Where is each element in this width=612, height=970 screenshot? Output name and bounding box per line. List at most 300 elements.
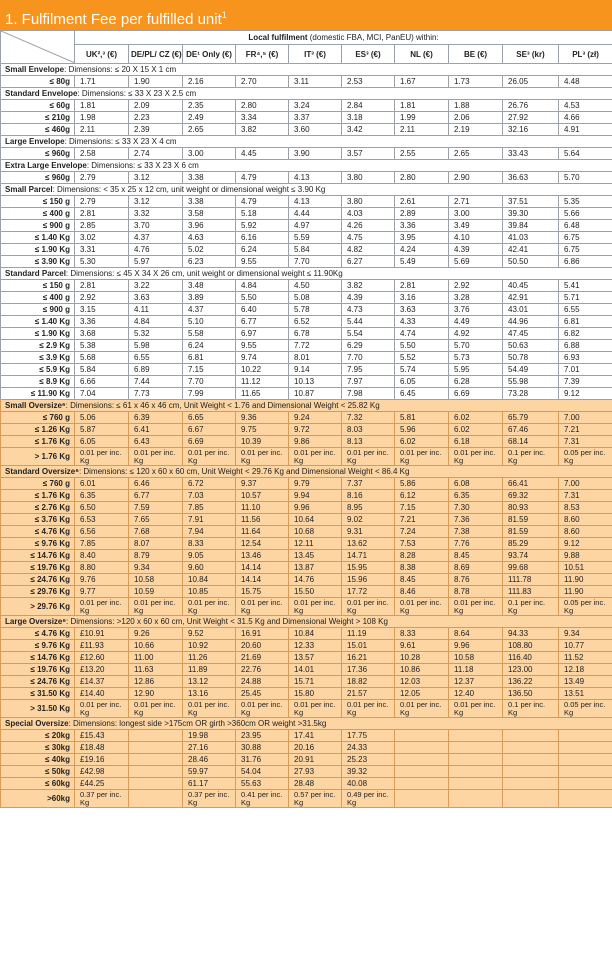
table-row	[1, 628, 612, 640]
section-title	[1, 184, 612, 196]
fee-cell: 6.82	[559, 328, 612, 340]
fee-cell: 7.70	[289, 256, 342, 268]
fee-cell: 11.12	[236, 376, 289, 388]
fee-cell: 31.76	[236, 754, 289, 766]
fee-cell: 7.85	[75, 538, 129, 550]
fee-cell: 5.54	[342, 328, 395, 340]
weight-cell: ≤ 3.90 Kg	[1, 256, 75, 268]
section-title	[1, 64, 612, 76]
fee-cell: 1.73	[449, 76, 503, 88]
fee-cell: 9.24	[289, 412, 342, 424]
fee-cell: 4.39	[342, 292, 395, 304]
fee-cell: 8.60	[559, 514, 612, 526]
fee-cell: 6.23	[183, 256, 236, 268]
fee-cell: 12.33	[289, 640, 342, 652]
fee-cell: 26.05	[503, 76, 559, 88]
fee-cell: 6.43	[129, 436, 183, 448]
weight-cell: > 31.50 Kg	[1, 700, 75, 718]
fee-cell: 40.45	[503, 280, 559, 292]
section-dimensions: Dimensions: ≤ 33 X 23 X 4 cm	[69, 137, 177, 146]
weight-cell: ≤ 400 g	[1, 292, 75, 304]
fee-cell: 8.69	[449, 562, 503, 574]
fee-cell: 18.82	[342, 676, 395, 688]
fee-cell: 3.63	[395, 304, 449, 316]
fee-cell: 5.10	[183, 316, 236, 328]
fee-cell: 10.13	[289, 376, 342, 388]
fee-cell: £42.98	[75, 766, 129, 778]
fee-cell: 2.49	[183, 112, 236, 124]
fee-cell: 3.00	[449, 208, 503, 220]
fee-cell: 4.26	[342, 220, 395, 232]
empty-cell	[395, 766, 449, 778]
section-separator: :	[65, 269, 71, 278]
fee-cell: 3.68	[75, 328, 129, 340]
empty-cell	[129, 766, 183, 778]
fee-cell: 4.49	[449, 316, 503, 328]
fee-cell: 42.41	[503, 244, 559, 256]
section-name: Extra Large Envelope	[5, 161, 87, 170]
fee-cell: 2.06	[449, 112, 503, 124]
fee-cell: 0.01 per inc. Kg	[75, 598, 129, 616]
fee-cell: 9.86	[289, 436, 342, 448]
header-group-rest: (domestic FBA, MCI, PanEU) within:	[307, 33, 439, 43]
fee-cell: 6.08	[449, 478, 503, 490]
fee-cell: 9.76	[75, 574, 129, 586]
weight-cell: ≤ 14.76 Kg	[1, 652, 75, 664]
fee-cell: 6.55	[129, 352, 183, 364]
weight-cell: ≤ 9.76 Kg	[1, 538, 75, 550]
fee-cell: 6.02	[449, 412, 503, 424]
fee-cell: 0.01 per inc. Kg	[289, 700, 342, 718]
weight-cell: > 29.76 Kg	[1, 598, 75, 616]
fee-cell: 7.85	[183, 502, 236, 514]
fee-cell: 6.24	[236, 244, 289, 256]
fee-cell: 3.80	[342, 172, 395, 184]
fee-cell: 6.01	[75, 478, 129, 490]
fee-cell: 9.12	[559, 538, 612, 550]
fee-cell: 3.18	[342, 112, 395, 124]
table-row	[1, 490, 612, 502]
fee-cell: 3.89	[183, 292, 236, 304]
fee-cell: 5.38	[75, 340, 129, 352]
section-dimensions: Dimensions: >120 x 60 x 60 cm, Unit Weight < 31.5 Kg and Dimensional Weight > 108 Kg	[70, 617, 388, 626]
weight-cell: ≤ 50kg	[1, 766, 75, 778]
fee-cell: 6.53	[75, 514, 129, 526]
fee-cell: 9.72	[289, 424, 342, 436]
weight-cell: ≤ 760 g	[1, 478, 75, 490]
fee-cell: 9.36	[236, 412, 289, 424]
fee-cell: 7.04	[75, 388, 129, 400]
fee-cell: 0.01 per inc. Kg	[183, 700, 236, 718]
fee-cell: 0.01 per inc. Kg	[449, 448, 503, 466]
fee-cell: 9.05	[183, 550, 236, 562]
column-header: FR⁴,⁵ (€)	[236, 45, 289, 64]
fee-cell: 8.45	[395, 574, 449, 586]
fee-cell: 4.97	[289, 220, 342, 232]
table-row	[1, 76, 612, 88]
fee-cell: 9.79	[289, 478, 342, 490]
fee-cell: 23.95	[236, 730, 289, 742]
fee-cell: 10.87	[289, 388, 342, 400]
fee-cell: 7.30	[449, 502, 503, 514]
fee-cell: 17.36	[342, 664, 395, 676]
fee-cell: 8.64	[449, 628, 503, 640]
fee-cell: 5.52	[395, 352, 449, 364]
fee-cell: 93.74	[503, 550, 559, 562]
section-header	[1, 88, 612, 100]
section-name: Large Oversize⁶	[5, 617, 67, 626]
fee-cell: 1.99	[395, 112, 449, 124]
column-header: BE (€)	[449, 45, 503, 64]
fee-cell: 10.85	[183, 586, 236, 598]
fee-cell: 0.01 per inc. Kg	[75, 448, 129, 466]
fee-cell: 6.69	[449, 388, 503, 400]
table-row	[1, 526, 612, 538]
fee-cell: 10.68	[289, 526, 342, 538]
fee-cell: 81.59	[503, 514, 559, 526]
empty-cell	[503, 790, 559, 808]
title-text: 1. Fulfilment Fee per fulfilled unit	[5, 11, 222, 28]
table-row	[1, 244, 612, 256]
weight-cell: ≤ 400 g	[1, 208, 75, 220]
weight-cell: ≤ 20kg	[1, 730, 75, 742]
section-header	[1, 268, 612, 280]
fee-cell: 0.1 per inc. Kg	[503, 448, 559, 466]
fee-cell: 54.04	[236, 766, 289, 778]
fee-cell: 2.55	[395, 148, 449, 160]
fee-cell: 11.63	[129, 664, 183, 676]
fee-cell: 6.72	[183, 478, 236, 490]
fee-cell: 12.03	[395, 676, 449, 688]
weight-cell: ≤ 24.76 Kg	[1, 574, 75, 586]
fee-cell: 2.79	[75, 196, 129, 208]
fee-cell: 12.54	[236, 538, 289, 550]
fee-cell: 5.18	[236, 208, 289, 220]
table-row	[1, 208, 612, 220]
table-row	[1, 172, 612, 184]
fee-cell: 5.70	[559, 172, 612, 184]
empty-cell	[449, 742, 503, 754]
weight-cell: ≤ 1.40 Kg	[1, 316, 75, 328]
fee-cell: 4.33	[395, 316, 449, 328]
fee-cell: £19.16	[75, 754, 129, 766]
fee-cell: 1.90	[129, 76, 183, 88]
weight-cell: ≤ 2.76 Kg	[1, 502, 75, 514]
fee-cell: 0.01 per inc. Kg	[236, 448, 289, 466]
fee-cell: 8.80	[75, 562, 129, 574]
table-row	[1, 538, 612, 550]
table-row	[1, 676, 612, 688]
fee-cell: 7.68	[129, 526, 183, 538]
fee-cell: 11.19	[342, 628, 395, 640]
fee-cell: 136.22	[503, 676, 559, 688]
section-dimensions: Dimensions: ≤ 120 x 60 x 60 cm, Unit Weight < 29.76 Kg and Dimensional Weight < 86.4 Kg	[83, 467, 410, 476]
fee-cell: 6.35	[449, 490, 503, 502]
fee-cell: 2.81	[75, 208, 129, 220]
fee-cell: 69.32	[503, 490, 559, 502]
fee-cell: 15.80	[289, 688, 342, 700]
table-row	[1, 148, 612, 160]
fee-cell: 6.41	[129, 424, 183, 436]
section-title	[1, 160, 612, 172]
fee-cell: 8.95	[342, 502, 395, 514]
fee-cell: 2.65	[183, 124, 236, 136]
fee-cell: 7.73	[129, 388, 183, 400]
fee-cell: 6.78	[289, 328, 342, 340]
fee-cell: 9.52	[183, 628, 236, 640]
fee-cell: 108.80	[503, 640, 559, 652]
fee-cell: 8.60	[559, 526, 612, 538]
fee-cell: 4.11	[129, 304, 183, 316]
section-separator: :	[77, 89, 82, 98]
fee-cell: 0.01 per inc. Kg	[289, 448, 342, 466]
fee-cell: 7.03	[183, 490, 236, 502]
fee-cell: 2.80	[236, 100, 289, 112]
fee-cell: 39.32	[342, 766, 395, 778]
fee-cell: 10.58	[129, 574, 183, 586]
weight-cell: ≤ 210g	[1, 112, 75, 124]
fee-cell: 21.69	[236, 652, 289, 664]
fee-cell: 4.66	[559, 112, 612, 124]
fee-cell: 7.38	[449, 526, 503, 538]
column-header: NL (€)	[395, 45, 449, 64]
fee-cell: 5.98	[129, 340, 183, 352]
table-row	[1, 328, 612, 340]
fee-cell: 9.96	[449, 640, 503, 652]
fee-cell: 5.66	[559, 208, 612, 220]
fee-cell: 6.77	[129, 490, 183, 502]
fee-cell: 25.45	[236, 688, 289, 700]
fee-cell: 9.12	[559, 388, 612, 400]
fee-cell: 6.81	[183, 352, 236, 364]
fee-cell: 5.73	[449, 352, 503, 364]
page-title	[0, 0, 612, 30]
section-header	[1, 136, 612, 148]
fee-cell: 4.63	[183, 232, 236, 244]
fee-cell: 17.72	[342, 586, 395, 598]
fee-cell: 55.63	[236, 778, 289, 790]
weight-cell: ≤ 150 g	[1, 196, 75, 208]
fee-cell: 3.49	[449, 220, 503, 232]
fee-cell: 3.32	[129, 208, 183, 220]
table-row	[1, 514, 612, 526]
fee-cell: 6.16	[236, 232, 289, 244]
fee-cell: 3.24	[289, 100, 342, 112]
fee-cell: 2.85	[75, 220, 129, 232]
fee-cell: 4.84	[236, 280, 289, 292]
fee-cell: 7.94	[183, 526, 236, 538]
fee-cell: 10.92	[183, 640, 236, 652]
fee-cell: 5.59	[289, 232, 342, 244]
fee-cell: 4.37	[183, 304, 236, 316]
fee-cell: 47.45	[503, 328, 559, 340]
fee-cell: 15.71	[289, 676, 342, 688]
table-row	[1, 304, 612, 316]
section-separator: :	[68, 719, 74, 728]
fee-cell: 4.37	[129, 232, 183, 244]
weight-cell: ≤ 29.76 Kg	[1, 586, 75, 598]
table-row	[1, 232, 612, 244]
fee-cell: 50.63	[503, 340, 559, 352]
fee-table	[0, 30, 612, 808]
empty-cell	[559, 766, 612, 778]
fee-cell: 39.30	[503, 208, 559, 220]
weight-cell: ≤ 3.76 Kg	[1, 514, 75, 526]
fee-cell: 3.28	[449, 292, 503, 304]
fee-cell: 3.42	[342, 124, 395, 136]
fee-cell: 37.51	[503, 196, 559, 208]
fee-cell: 0.41 per inc. Kg	[236, 790, 289, 808]
fee-cell: 21.57	[342, 688, 395, 700]
fee-cell: 2.90	[449, 172, 503, 184]
weight-cell: ≤ 8.9 Kg	[1, 376, 75, 388]
fee-cell: 11.00	[129, 652, 183, 664]
section-title	[1, 616, 612, 628]
empty-cell	[395, 778, 449, 790]
fee-cell: 9.02	[342, 514, 395, 526]
section-name: Small Envelope	[5, 65, 65, 74]
fee-cell: 2.19	[449, 124, 503, 136]
fee-cell: £15.43	[75, 730, 129, 742]
fee-cell: 5.84	[289, 244, 342, 256]
fee-cell: £18.48	[75, 742, 129, 754]
fee-cell: 1.81	[395, 100, 449, 112]
empty-cell	[129, 742, 183, 754]
fee-cell: 2.16	[183, 76, 236, 88]
fee-cell: 116.40	[503, 652, 559, 664]
fee-cell: £12.60	[75, 652, 129, 664]
fee-cell: 8.33	[395, 628, 449, 640]
fee-cell: 2.89	[395, 208, 449, 220]
table-row	[1, 730, 612, 742]
fee-cell: 12.40	[449, 688, 503, 700]
fee-cell: 0.01 per inc. Kg	[342, 700, 395, 718]
fee-cell: £11.93	[75, 640, 129, 652]
fee-cell: 5.50	[236, 292, 289, 304]
fee-cell: 111.83	[503, 586, 559, 598]
fee-cell: 0.01 per inc. Kg	[236, 598, 289, 616]
empty-cell	[129, 754, 183, 766]
fee-cell: 5.74	[395, 364, 449, 376]
fee-cell: 3.95	[395, 232, 449, 244]
fee-cell: 5.50	[395, 340, 449, 352]
fee-cell: 6.05	[75, 436, 129, 448]
table-row	[1, 340, 612, 352]
fee-cell: 3.36	[395, 220, 449, 232]
weight-cell: ≤ 60g	[1, 100, 75, 112]
fee-cell: 9.37	[236, 478, 289, 490]
fee-cell: 8.76	[449, 574, 503, 586]
fee-cell: 11.56	[236, 514, 289, 526]
section-dimensions: Dimensions: ≤ 33 X 23 X 2.5 cm	[81, 89, 197, 98]
fee-cell: 6.29	[342, 340, 395, 352]
fee-cell: 6.39	[129, 412, 183, 424]
fee-cell: 7.97	[342, 376, 395, 388]
fee-cell: 5.71	[559, 292, 612, 304]
weight-cell: >60kg	[1, 790, 75, 808]
fee-cell: 13.62	[342, 538, 395, 550]
section-title	[1, 88, 612, 100]
fee-cell: 2.71	[449, 196, 503, 208]
fee-cell: 1.98	[75, 112, 129, 124]
section-dimensions: Dimensions: ≤ 20 X 15 X 1 cm	[68, 65, 177, 74]
fee-cell: 10.86	[395, 664, 449, 676]
fee-cell: 5.81	[395, 412, 449, 424]
fee-cell: 7.00	[559, 412, 612, 424]
fee-cell: 2.70	[236, 76, 289, 88]
fee-cell: 5.02	[183, 244, 236, 256]
fee-cell: 8.33	[183, 538, 236, 550]
fee-cell: 20.60	[236, 640, 289, 652]
empty-cell	[559, 790, 612, 808]
fee-cell: 11.89	[183, 664, 236, 676]
fee-cell: 7.44	[129, 376, 183, 388]
empty-cell	[395, 790, 449, 808]
fee-cell: 13.51	[559, 688, 612, 700]
fee-cell: 2.39	[129, 124, 183, 136]
fee-cell: 3.76	[449, 304, 503, 316]
section-header	[1, 160, 612, 172]
fee-cell: 85.29	[503, 538, 559, 550]
fee-cell: 32.16	[503, 124, 559, 136]
fee-cell: 7.53	[395, 538, 449, 550]
fee-cell: 3.96	[183, 220, 236, 232]
fee-cell: 4.91	[559, 124, 612, 136]
fee-cell: 0.1 per inc. Kg	[503, 700, 559, 718]
fee-cell: 5.41	[559, 280, 612, 292]
fee-cell: £10.91	[75, 628, 129, 640]
fee-cell: 8.13	[342, 436, 395, 448]
fee-cell: 6.18	[449, 436, 503, 448]
table-row	[1, 100, 612, 112]
fee-cell: 0.57 per inc. Kg	[289, 790, 342, 808]
fee-cell: 1.71	[75, 76, 129, 88]
fee-cell: 0.01 per inc. Kg	[449, 700, 503, 718]
fee-cell: 22.76	[236, 664, 289, 676]
fee-cell: 1.67	[395, 76, 449, 88]
fee-cell: 4.79	[236, 196, 289, 208]
fee-cell: 9.34	[129, 562, 183, 574]
fee-cell: 14.01	[289, 664, 342, 676]
fee-cell: 3.90	[289, 148, 342, 160]
section-header	[1, 64, 612, 76]
fee-cell: 17.75	[342, 730, 395, 742]
fee-cell: 12.11	[289, 538, 342, 550]
section-separator: :	[65, 401, 71, 410]
fee-cell: 0.01 per inc. Kg	[449, 598, 503, 616]
fee-cell: 67.46	[503, 424, 559, 436]
empty-cell	[559, 754, 612, 766]
fee-cell: 3.48	[183, 280, 236, 292]
empty-cell	[129, 730, 183, 742]
weight-cell: ≤ 60kg	[1, 778, 75, 790]
empty-cell	[449, 730, 503, 742]
fee-cell: 6.67	[183, 424, 236, 436]
fee-cell: 9.55	[236, 340, 289, 352]
fee-cell: 3.80	[342, 196, 395, 208]
fee-cell: 5.68	[75, 352, 129, 364]
fee-cell: 7.39	[559, 376, 612, 388]
fee-cell: 10.58	[449, 652, 503, 664]
section-dimensions: Dimensions: ≤ 61 x 46 x 46 cm, Unit Weight < 1.76 and Dimensional Weight < 25.82 Kg	[70, 401, 380, 410]
section-title	[1, 400, 612, 412]
fee-cell: 8.07	[129, 538, 183, 550]
fee-cell: 16.21	[342, 652, 395, 664]
fee-cell: 44.96	[503, 316, 559, 328]
fee-cell: 2.84	[342, 100, 395, 112]
fee-cell: 3.00	[183, 148, 236, 160]
fee-cell: 9.77	[75, 586, 129, 598]
